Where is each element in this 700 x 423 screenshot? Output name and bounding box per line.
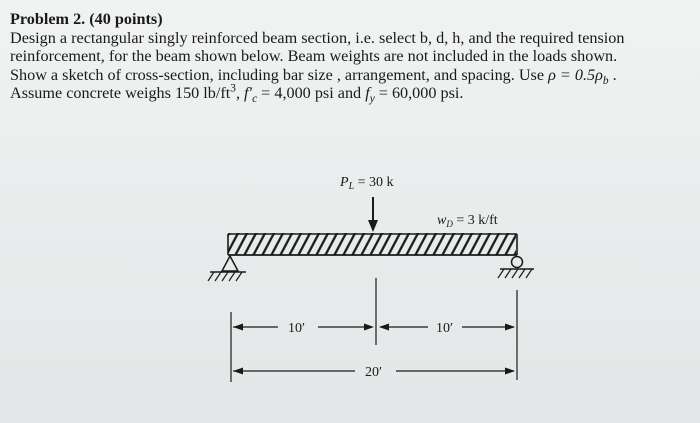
problem-title: Problem 2. (40 points) xyxy=(10,10,163,28)
fc-sub: c xyxy=(252,93,258,106)
problem-line-3-text: Show a sketch of cross-section, including bar size , arrangement, and spacing. Use xyxy=(10,65,549,84)
distributed-load-hatch xyxy=(228,233,516,255)
concrete-weight-text: Assume concrete weighs 150 lb/ft xyxy=(10,84,231,103)
rho-formula: ρ = 0.5ρ xyxy=(548,65,603,84)
fc-symbol: , f′ xyxy=(235,84,253,103)
roller-support-right xyxy=(498,257,534,279)
point-load-arrow xyxy=(368,197,378,232)
problem-line-3-end: . xyxy=(608,65,617,84)
concrete-weight-exponent: 3 xyxy=(230,82,236,95)
distributed-load-label: $w_D = 3$ k/ft xyxy=(437,213,498,229)
dimension-total-label: 20′ xyxy=(365,365,383,380)
problem-line-2: reinforcement, for the beam shown below. Beam weights are not included in the loads shown. xyxy=(10,47,618,66)
fc-value: = 4,000 psi and xyxy=(257,84,366,103)
point-load-label: $P_L = 30$ k xyxy=(340,175,394,192)
pin-support-left xyxy=(208,256,246,281)
problem-line-1: Design a rectangular singly reinforced beam section, i.e. select b, d, h, and the required tension xyxy=(10,28,625,47)
dimension-right-label: 10′ xyxy=(436,321,454,336)
dimension-left-label: 10′ xyxy=(288,321,306,336)
rho-formula-sub: b xyxy=(602,75,609,88)
fy-value: = 60,000 psi. xyxy=(374,84,464,103)
fy-symbol: f xyxy=(365,84,370,103)
fy-sub: y xyxy=(369,93,375,106)
